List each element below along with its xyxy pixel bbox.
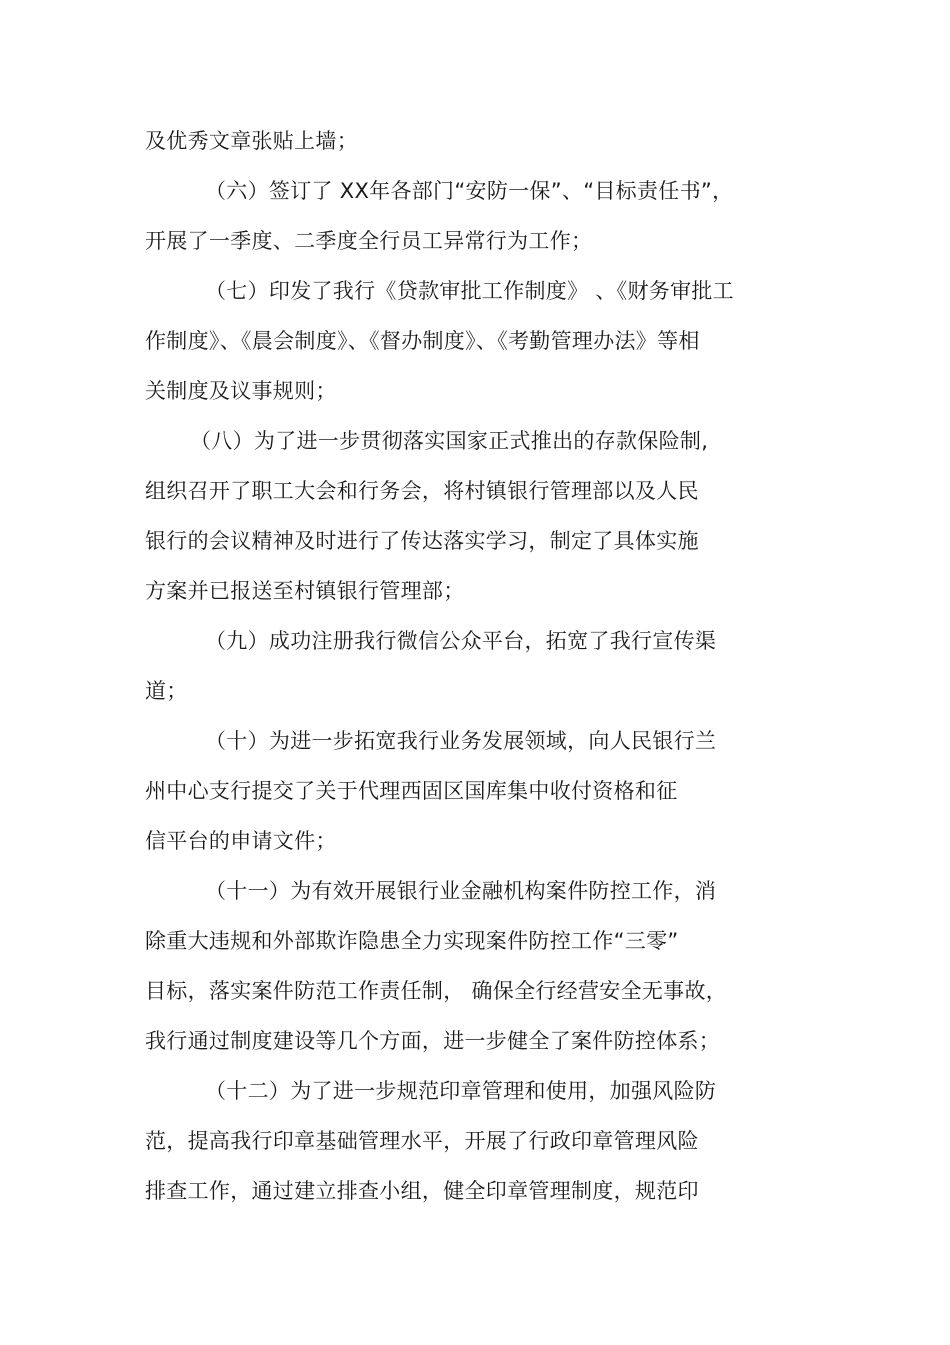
text-line-14: 州中心支行提交了关于代理西固区国库集中收付资格和征	[145, 779, 678, 803]
text-line-10: 方案并已报送至村镇银行管理部；	[145, 579, 465, 603]
text-line-15: 信平台的申请文件；	[145, 829, 337, 853]
text-line-13: （十）为进一步拓宽我行业务发展领域，向人民银行兰	[205, 729, 717, 753]
text-line-8: 组织召开了职工大会和行务会，将村镇银行管理部以及人民	[145, 479, 699, 503]
text-line-12: 道；	[145, 679, 188, 703]
text-line-22: 排查工作，通过建立排查小组，健全印章管理制度，规范印	[145, 1179, 699, 1203]
text-line-2: （六）签订了 XX年各部门“安防一保”、“目标责任书”，	[205, 179, 734, 203]
text-line-9: 银行的会议精神及时进行了传达落实学习，制定了具体实施	[145, 529, 699, 553]
text-line-17: 除重大违规和外部欺诈隐患全力实现案件防控工作“三零”	[145, 929, 679, 953]
text-line-16: （十一）为有效开展银行业金融机构案件防控工作，消	[205, 879, 717, 903]
text-line-3: 开展了一季度、二季度全行员工异常行为工作；	[145, 229, 593, 253]
text-line-5: 作制度》、《晨会制度》、《督办制度》、《考勤管理办法》等相	[145, 329, 700, 353]
text-line-7: （八）为了进一步贯彻落实国家正式推出的存款保险制,	[190, 429, 709, 453]
text-line-6: 关制度及议事规则；	[145, 379, 337, 403]
text-line-19: 我行通过制度建设等几个方面，进一步健全了案件防控体系；	[145, 1029, 721, 1053]
text-line-18: 目标，落实案件防范工作责任制， 确保全行经营安全无事故，	[145, 979, 728, 1003]
text-line-11: （九）成功注册我行微信公众平台，拓宽了我行宣传渠	[205, 629, 717, 653]
text-line-20: （十二）为了进一步规范印章管理和使用，加强风险防	[205, 1079, 717, 1103]
text-line-21: 范，提高我行印章基础管理水平，开展了行政印章管理风险	[145, 1129, 699, 1153]
text-line-4: （七）印发了我行《贷款审批工作制度》 、《财务审批工	[205, 279, 734, 303]
text-line-1: 及优秀文章张贴上墙；	[145, 129, 358, 153]
